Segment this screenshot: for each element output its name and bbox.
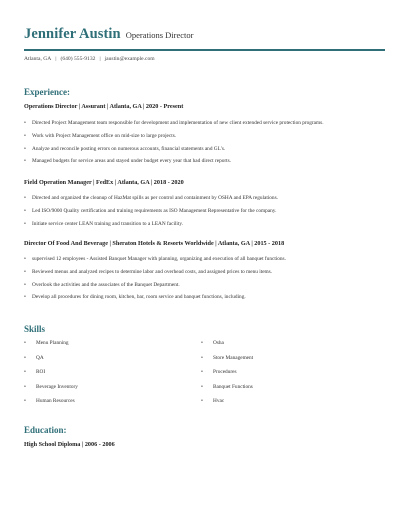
- skills-list-left: [24, 340, 194, 413]
- education-entry: High School Diploma | 2006 - 2006: [24, 441, 115, 448]
- candidate-name: Jennifer Austin: [24, 26, 121, 42]
- job-bullets: [24, 120, 386, 171]
- job-heading: Operations Director | Assurant | Atlanta, GA | 2020 - Present: [24, 103, 184, 110]
- skill-item: • ROI: [24, 369, 194, 384]
- contact-separator: |: [55, 56, 57, 62]
- contact-phone: (640) 555-9132: [60, 56, 96, 62]
- job-bullets: [24, 195, 386, 233]
- job-heading: Director Of Food And Beverage | Sheraton Hotels & Resorts Worldwide | Atlanta, GA | 2015 - 2018: [24, 240, 285, 247]
- header-divider: [24, 49, 385, 51]
- list-item: • Analyze and reconcile posting errors on numerous accounts, financial statements and GL's.: [24, 146, 386, 159]
- skills-list-right: [201, 340, 371, 413]
- resume-header: [24, 26, 386, 43]
- contact-separator: |: [99, 56, 101, 62]
- contact-location: Atlanta, GA: [24, 56, 52, 62]
- skill-item: • Store Management: [201, 355, 371, 370]
- list-item: • Overlook the activities and the associates of the Banquet Department.: [24, 282, 386, 295]
- name-row: [24, 26, 386, 43]
- skill-item: • Banquet Functions: [201, 384, 371, 399]
- list-item: • supervised 12 employees - Assisted Banquet Manager with planning, organizing and execution of all banquet functions.: [24, 256, 386, 269]
- skill-item: • Beverage Inventory: [24, 384, 194, 399]
- list-item: • Develop all procedures for dining room, kitchen, bar, room service and banquet functions, including.: [24, 294, 386, 307]
- list-item: • Reviewed menus and analyzed recipes to determine labor and overhead costs, and assigned prices to menu items.: [24, 269, 386, 282]
- contact-email: jaustin@example.com: [104, 56, 155, 62]
- skill-item: • Human Resources: [24, 398, 194, 413]
- education-heading: Education:: [24, 425, 67, 435]
- experience-heading: Experience:: [24, 87, 70, 97]
- skill-item: • Hvac: [201, 398, 371, 413]
- list-item: • Initiate service center LEAN training and transition to a LEAN facility.: [24, 221, 386, 234]
- skill-item: • Osha: [201, 340, 371, 355]
- contact-line: [24, 56, 155, 62]
- skill-item: • QA: [24, 355, 194, 370]
- list-item: • Work with Project Management office on mid-size to large projects.: [24, 133, 386, 146]
- skill-item: • Menu Planning: [24, 340, 194, 355]
- list-item: • Managed budgets for service areas and stayed under budget every year that had direct reports.: [24, 158, 386, 171]
- job-heading: Field Operation Manager | FedEx | Atlanta, GA | 2018 - 2020: [24, 179, 184, 186]
- candidate-title: Operations Director: [125, 30, 194, 40]
- list-item: • Directed Project Management team responsible for development and implementation of new client extended service protection programs.: [24, 120, 386, 133]
- skill-item: • Procedures: [201, 369, 371, 384]
- list-item: • Directed and organized the cleanup of HazMat spills as per control and containment by OSHA and EPA regulations.: [24, 195, 386, 208]
- list-item: • Led ISO/9000 Quality certification and training requirements as ISO Management Representative for the company.: [24, 208, 386, 221]
- skills-heading: Skills: [24, 324, 46, 334]
- job-bullets: [24, 256, 386, 307]
